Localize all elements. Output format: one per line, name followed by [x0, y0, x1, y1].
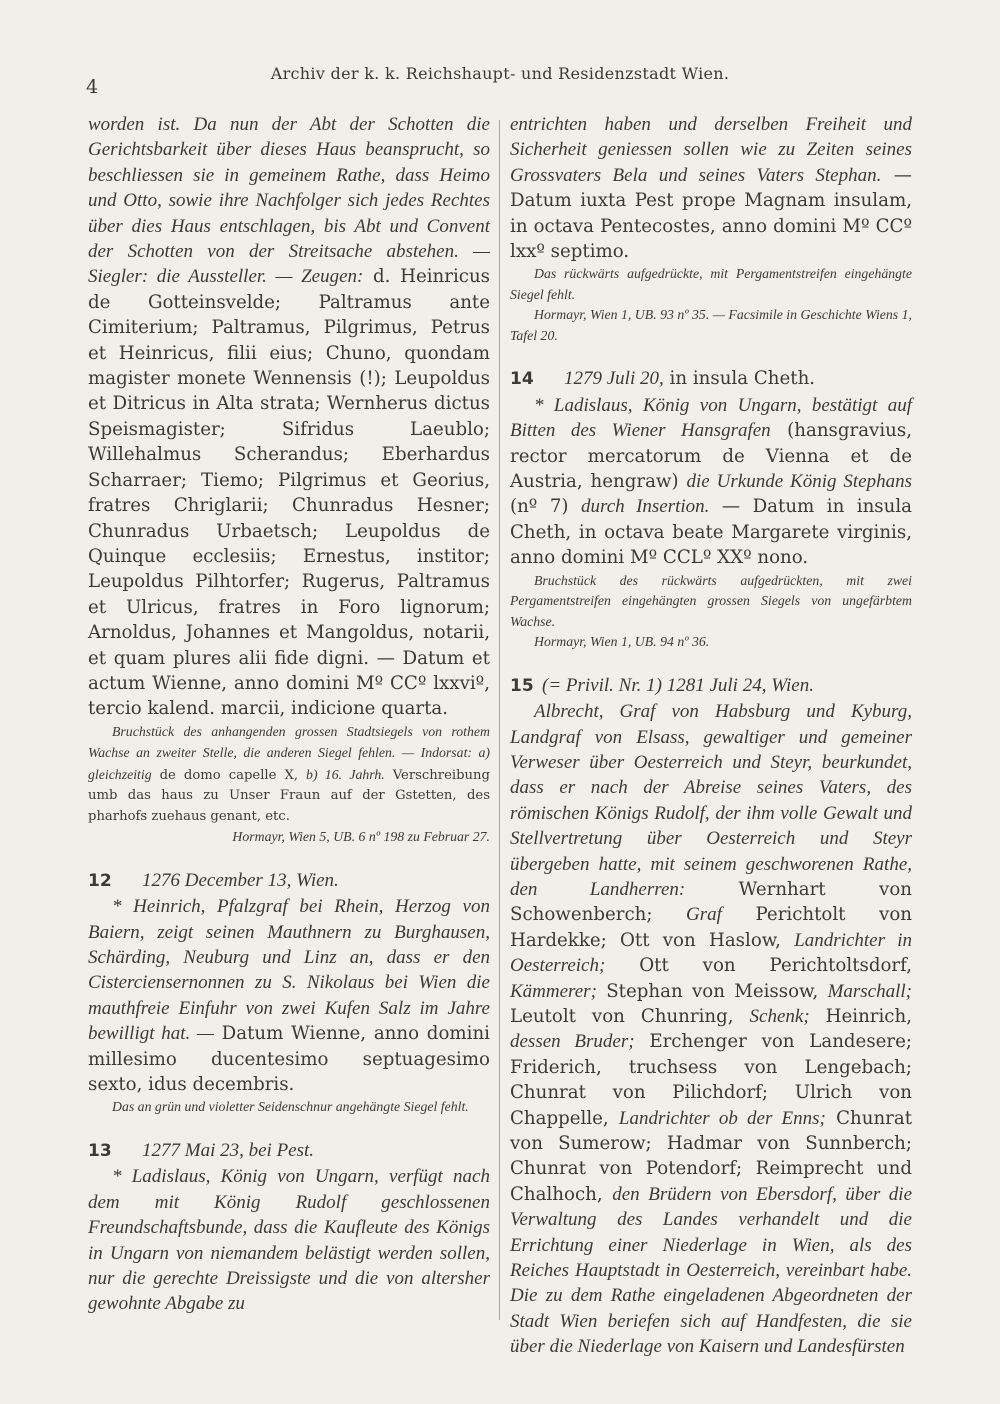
italic-text-run: Kämmerer; [510, 980, 597, 1002]
italic-text-run: Schenk; [749, 1005, 810, 1027]
entry-11-seal-note [88, 722, 490, 828]
entry-date: 1276 December 13, Wien. [142, 869, 339, 891]
entry-number: 14 [510, 369, 534, 390]
right-column [510, 112, 912, 1360]
entry-date: (= Privil. Nr. 1) 1281 Juli 24, Wien. [542, 674, 814, 696]
entry-number: 15 [510, 675, 534, 696]
entry-13-heading [88, 1138, 490, 1164]
entry-14-text [510, 393, 912, 571]
entry-12-seal-note: Das an grün und violetter Seidenschnur angehängte Siegel fehlt. [112, 1099, 469, 1115]
text-run: Stephan von Meissow, [596, 980, 828, 1002]
entry-13-continuation [510, 112, 912, 264]
text-run: Erchenger von Landesere; Friderich, truchsess von Lengebach; Chunrat von Pilichdorf; Ulrich von Chappelle, [510, 1031, 913, 1129]
text-run: d. Heinricus de Gotteinsvelde; Paltramus ante Cimiterium; Paltramus, Pilgrimus, Petrus et Heinricus, filii eius; Chuno, quondam magister monete Wennensis (!); Leupoldus et Ditricus in Alta strata; Wernherus dictus Speismagister; Sifridus Laeublo; Willehalmus Scherandus; Eberhardus Scharraer; Tiemo; Pilgrimus et Georius, fratres Chriglarii; Chunradus Hesner; Chunradus Urbaetsch; Leupoldus de Quinque ecclesiis; Ernestus, institor; Leupoldus Pilhtorfer; Rugerus, Paltramus et Ulricus, fratres in Foro lignorum; Arnoldus, Johannes et Mangoldus, notarii, et quam plures alii fide digni. — Datum et actum Wienne, anno domini Mº CCº lxxviº, tercio kalend. marcii, indicione quarta. [88, 266, 490, 720]
text-run: — Datum iuxta Pest prope Magnam insulam, in octava Pentecostes, anno domini Mº CCº lxxº septimo. [510, 164, 912, 263]
entry-12-heading [88, 868, 490, 894]
entry-13-reference: Hormayr, Wien 1, UB. 93 nº 35. — Facsimile in Geschichte Wiens 1, Tafel 20. [510, 307, 912, 343]
entry-14-heading [510, 366, 912, 392]
text-run: Chunrat von Sumerow; Hadmar von Sunnberch; Chunrat von Potendorf; Reimprecht und Chalhoch, [510, 1107, 913, 1205]
italic-text-run: Graf [686, 904, 722, 926]
entry-number: 13 [88, 1140, 112, 1161]
entry-13-seal-note: Das rückwärts aufgedrückte, mit Pergamentstreifen eingehängte Siegel fehlt. [510, 266, 912, 302]
text-run: Perichtolt von Hardekke; Ott von Haslow, [510, 904, 912, 951]
text-run: Wernhart von Schowenberch; [510, 878, 912, 926]
italic-text-run: Marschall; [827, 980, 912, 1002]
italic-text-run: den Brüdern von Ebersdorf, über die Verwaltung des Landes verhandelt und die Errichtung einer Niederlage in Wien, als des Reiches Hauptstadt in Oesterreich, vereinbart habe. Die zu dem Rathe eingeladenen Abgeordneten der Stadt Wien beriefen sich auf Handfesten, die sie über die Niederlage von Kaisern und Landesfürsten [510, 1183, 913, 1358]
entry-15-heading [510, 673, 912, 699]
entry-14-seal-note: Bruchstück des rückwärts aufgedrückten, mit zwei Pergamentstreifen eingehängten grossen Siegels von ungefärbtem Wachse. [510, 572, 912, 629]
text-run: Ott von Perichtoltsdorf, [605, 955, 912, 977]
text-run: Leutolt von Chunring, [510, 1005, 750, 1027]
text-run: (nº 7) [510, 496, 581, 518]
entry-date: 1279 Juli 20, [564, 368, 664, 390]
entry-number: 12 [88, 870, 112, 891]
entry-place: in insula Cheth. [663, 368, 816, 390]
text-run: de domo capelle X, [151, 767, 307, 783]
italic-text-run: Bruchstück des anhangenden grossen Stadtsiegels von rothem Wachse an zweiter Stelle, die anderen Siegel fehlen. — Indorsat: a) gleichzeitig [88, 723, 490, 782]
italic-text-run: worden ist. Da nun der Abt der Schotten die Gerichtsbarkeit über dieses Haus beansprucht, so beschliessen sie in gemeinem Rathe, dass Heimo und Otto, sowie ihre Nachfolger sich jedes Rechtes über dies Haus entschlagen, bis Abt und Convent der Schotten von der Streitsache abstehen. — Siegler: die Aussteller. — Zeugen: [88, 114, 490, 288]
entry-11-continuation [88, 112, 490, 722]
italic-text-run: * Heinrich, Pfalzgraf bei Rhein, Herzog von Baiern, zeigt seinen Mauthnern zu Burghausen, Schärding, Neuburg und Linz an, dass er den Cisterciensernonnen zu S. Nikolaus bei Wien die mauthfreie Einfuhr von zwei Kufen Salz im Jahre bewilligt hat. — [88, 896, 490, 1045]
italic-text-run: Albrecht, Graf von Habsburg und Kyburg, Landgraf von Elsass, gewaltiger und gemeiner Verweser über Oesterreich und Steyr, beurkundet, dass er nach der Abreise seines Vaters, des römischen Königs Rudolf, der ihm volle Gewalt und Stellvertretung über Oesterreich und Steyr übergeben hatte, mit seinem geschworenen Rathe, den Landherren: [510, 701, 912, 900]
entry-13-text: * Ladislaus, König von Ungarn, verfügt nach dem mit König Rudolf geschlossenen Freundschaftsbunde, dass die Kaufleute des Königs in Ungarn von niemandem belästigt werden sollen, nur die gerechte Dreissigste und die von altersher gewohnte Abgabe zu [88, 1166, 490, 1315]
page-number: 4 [86, 76, 99, 98]
italic-text-run: b) 16. Jahrh. [306, 766, 385, 782]
italic-text-run: * Ladislaus, König von Ungarn, bestätigt auf Bitten des Wiener Hansgrafen [510, 394, 912, 442]
text-run: Heinrich, [809, 1005, 912, 1027]
italic-text-run: Landrichter in Oesterreich; [510, 929, 912, 977]
entry-12-text [88, 894, 490, 1097]
entry-14-reference: Hormayr, Wien 1, UB. 94 nº 36. [534, 634, 710, 650]
italic-text-run: Landrichter ob der Enns; [618, 1107, 826, 1129]
text-run: (hansgravius, rector mercatorum de Vienna et de Austria, hengraw) [510, 420, 912, 493]
entry-11-reference: Hormayr, Wien 5, UB. 6 nº 198 zu Februar 27. [232, 829, 490, 845]
text-run: Verschreibung umb das haus zu Unser Fraun auf der Gstetten, des pharhofs zuehaus genant, etc. [88, 767, 490, 824]
entry-15-text [510, 699, 912, 1360]
entry-date: 1277 Mai 23, bei Pest. [142, 1139, 315, 1161]
column-divider [499, 120, 500, 1320]
italic-text-run: dessen Bruder; [510, 1031, 635, 1053]
text-run: Datum Wienne, anno domini millesimo ducentesimo septuagesimo sexto, idus decembris. [88, 1023, 490, 1095]
running-head: Archiv der k. k. Reichshaupt- und Residenzstadt Wien. [270, 64, 730, 83]
italic-text-run: die Urkunde König Stephans [686, 471, 912, 493]
text-run: — Datum in insula Cheth, in octava beate Margarete virginis, anno domini Mº CCLº XXº nono. [510, 496, 913, 569]
italic-text-run: durch Insertion. [581, 496, 710, 518]
italic-text-run: entrichten haben und derselben Freiheit und Sicherheit geniessen sollen wie zu Zeiten seines Grossvaters Bela und seines Vaters Stephan. [510, 114, 912, 186]
left-column [88, 112, 490, 1317]
